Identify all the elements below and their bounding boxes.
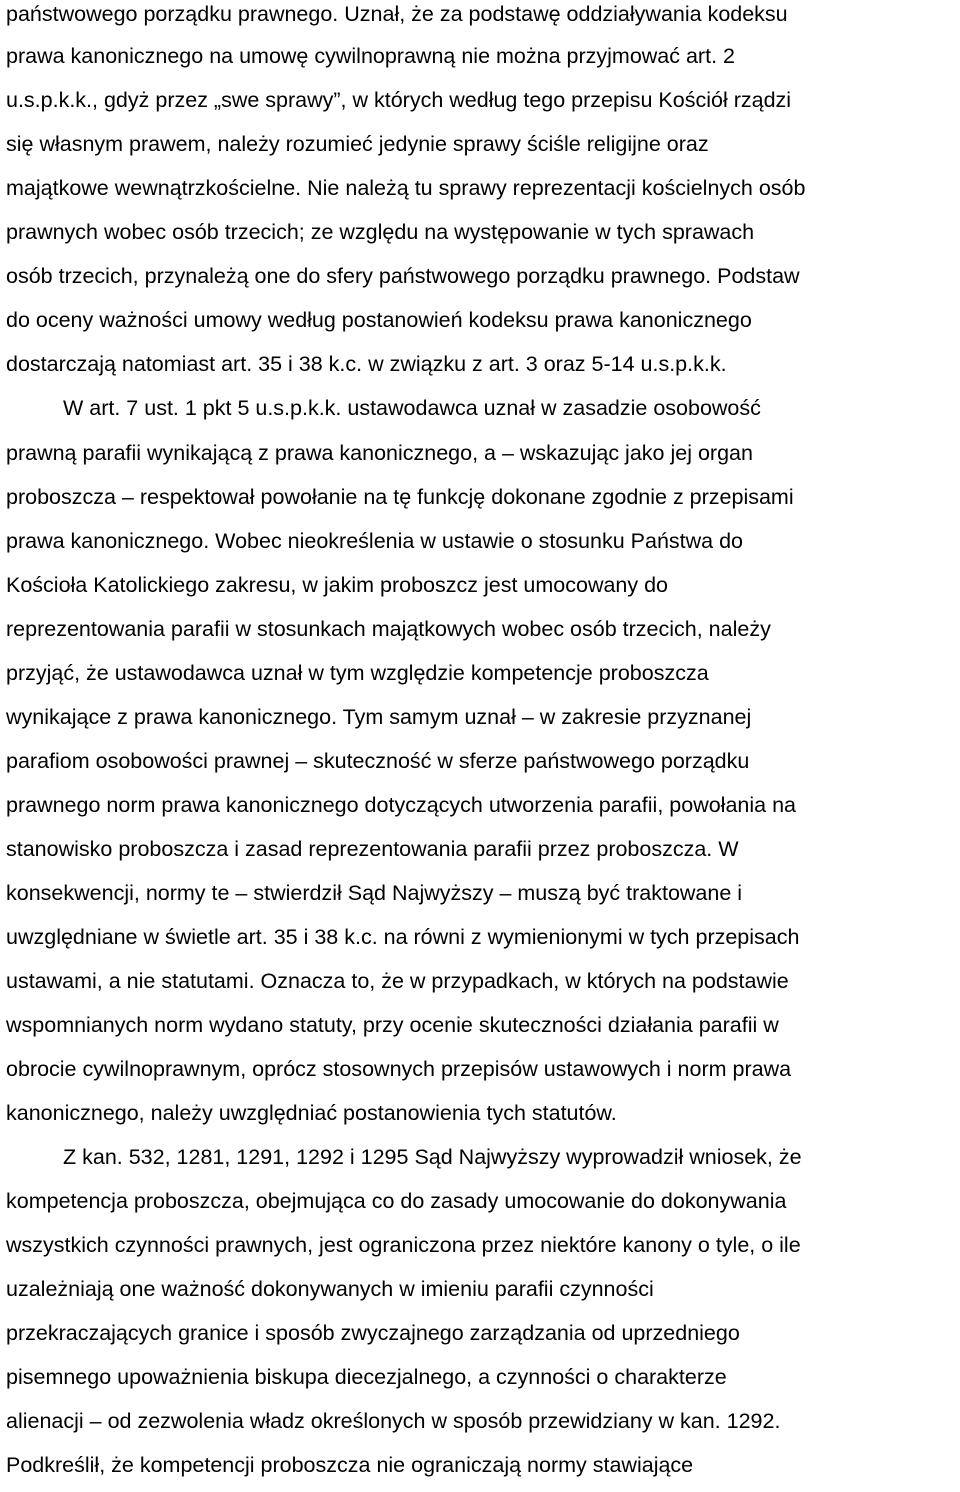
text-line: osób trzecich, przynależą one do sfery państwowego porządku prawnego. Podstaw — [6, 264, 800, 288]
text-line: Kościoła Katolickiego zakresu, w jakim proboszcz jest umocowany do — [6, 573, 669, 597]
text-line: prawnych wobec osób trzecich; ze względu na występowanie w tych sprawach — [6, 220, 755, 244]
text-line: prawa kanonicznego na umowę cywilnoprawną nie można przyjmować art. 2 — [6, 44, 735, 68]
text-line: Podkreślił, że kompetencji proboszcza nie ograniczają normy stawiające — [6, 1453, 694, 1477]
text-line: prawnego norm prawa kanonicznego dotyczących utworzenia parafii, powołania na — [6, 793, 796, 817]
text-line: się własnym prawem, należy rozumieć jedynie sprawy ściśle religijne oraz — [6, 132, 709, 156]
text-line: uwzględniane w świetle art. 35 i 38 k.c. na równi z wymienionymi w tych przepisach — [6, 925, 800, 949]
text-line: do oceny ważności umowy według postanowień kodeksu prawa kanonicznego — [6, 308, 752, 332]
text-line: alienacji – od zezwolenia władz określonych w sposób przewidziany w kan. 1292. — [6, 1409, 781, 1433]
text-line: państwowego porządku prawnego. Uznał, że za podstawę oddziaływania kodeksu — [6, 2, 788, 26]
text-line: konsekwencji, normy te – stwierdził Sąd Najwyższy – muszą być traktowane i — [6, 881, 743, 905]
paragraph-first-line: Z kan. 532, 1281, 1291, 1292 i 1295 Sąd Najwyższy wyprowadził wniosek, że — [63, 1145, 802, 1169]
paragraph-first-line: W art. 7 ust. 1 pkt 5 u.s.p.k.k. ustawodawca uznał w zasadzie osobowość — [63, 396, 761, 420]
text-line: reprezentowania parafii w stosunkach majątkowych wobec osób trzecich, należy — [6, 617, 771, 641]
text-line: przyjąć, że ustawodawca uznał w tym względzie kompetencje proboszcza — [6, 661, 709, 685]
text-line: przekraczających granice i sposób zwyczajnego zarządzania od uprzedniego — [6, 1321, 740, 1345]
text-line: wszystkich czynności prawnych, jest ograniczona przez niektóre kanony o tyle, o ile — [6, 1233, 801, 1257]
text-line: parafiom osobowości prawnej – skuteczność w sferze państwowego porządku — [6, 749, 750, 773]
text-line: kompetencja proboszcza, obejmująca co do zasady umocowanie do dokonywania — [6, 1189, 787, 1213]
text-line: u.s.p.k.k., gdyż przez „swe sprawy”, w których według tego przepisu Kościół rządzi — [6, 88, 792, 112]
text-line: dostarczają natomiast art. 35 i 38 k.c. w związku z art. 3 oraz 5-14 u.s.p.k.k. — [6, 352, 727, 376]
text-line: stanowisko proboszcza i zasad reprezentowania parafii przez proboszcza. W — [6, 837, 739, 861]
text-line: wynikające z prawa kanonicznego. Tym samym uznał – w zakresie przyznanej — [6, 705, 752, 729]
text-line: proboszcza – respektował powołanie na tę funkcję dokonane zgodnie z przepisami — [6, 485, 794, 509]
text-line: prawa kanonicznego. Wobec nieokreślenia w ustawie o stosunku Państwa do — [6, 529, 744, 553]
text-line: prawną parafii wynikającą z prawa kanonicznego, a – wskazując jako jej organ — [6, 441, 753, 465]
text-line: pisemnego upoważnienia biskupa diecezjalnego, a czynności o charakterze — [6, 1365, 727, 1389]
text-line: uzależniają one ważność dokonywanych w imieniu parafii czynności — [6, 1277, 654, 1301]
text-line: ustawami, a nie statutami. Oznacza to, że w przypadkach, w których na podstawie — [6, 969, 789, 993]
text-line: wspomnianych norm wydano statuty, przy ocenie skuteczności działania parafii w — [6, 1013, 779, 1037]
text-line: obrocie cywilnoprawnym, oprócz stosownych przepisów ustawowych i norm prawa — [6, 1057, 792, 1081]
text-line: majątkowe wewnątrzkościelne. Nie należą tu sprawy reprezentacji kościelnych osób — [6, 176, 806, 200]
text-line: kanonicznego, należy uwzględniać postanowienia tych statutów. — [6, 1101, 617, 1125]
